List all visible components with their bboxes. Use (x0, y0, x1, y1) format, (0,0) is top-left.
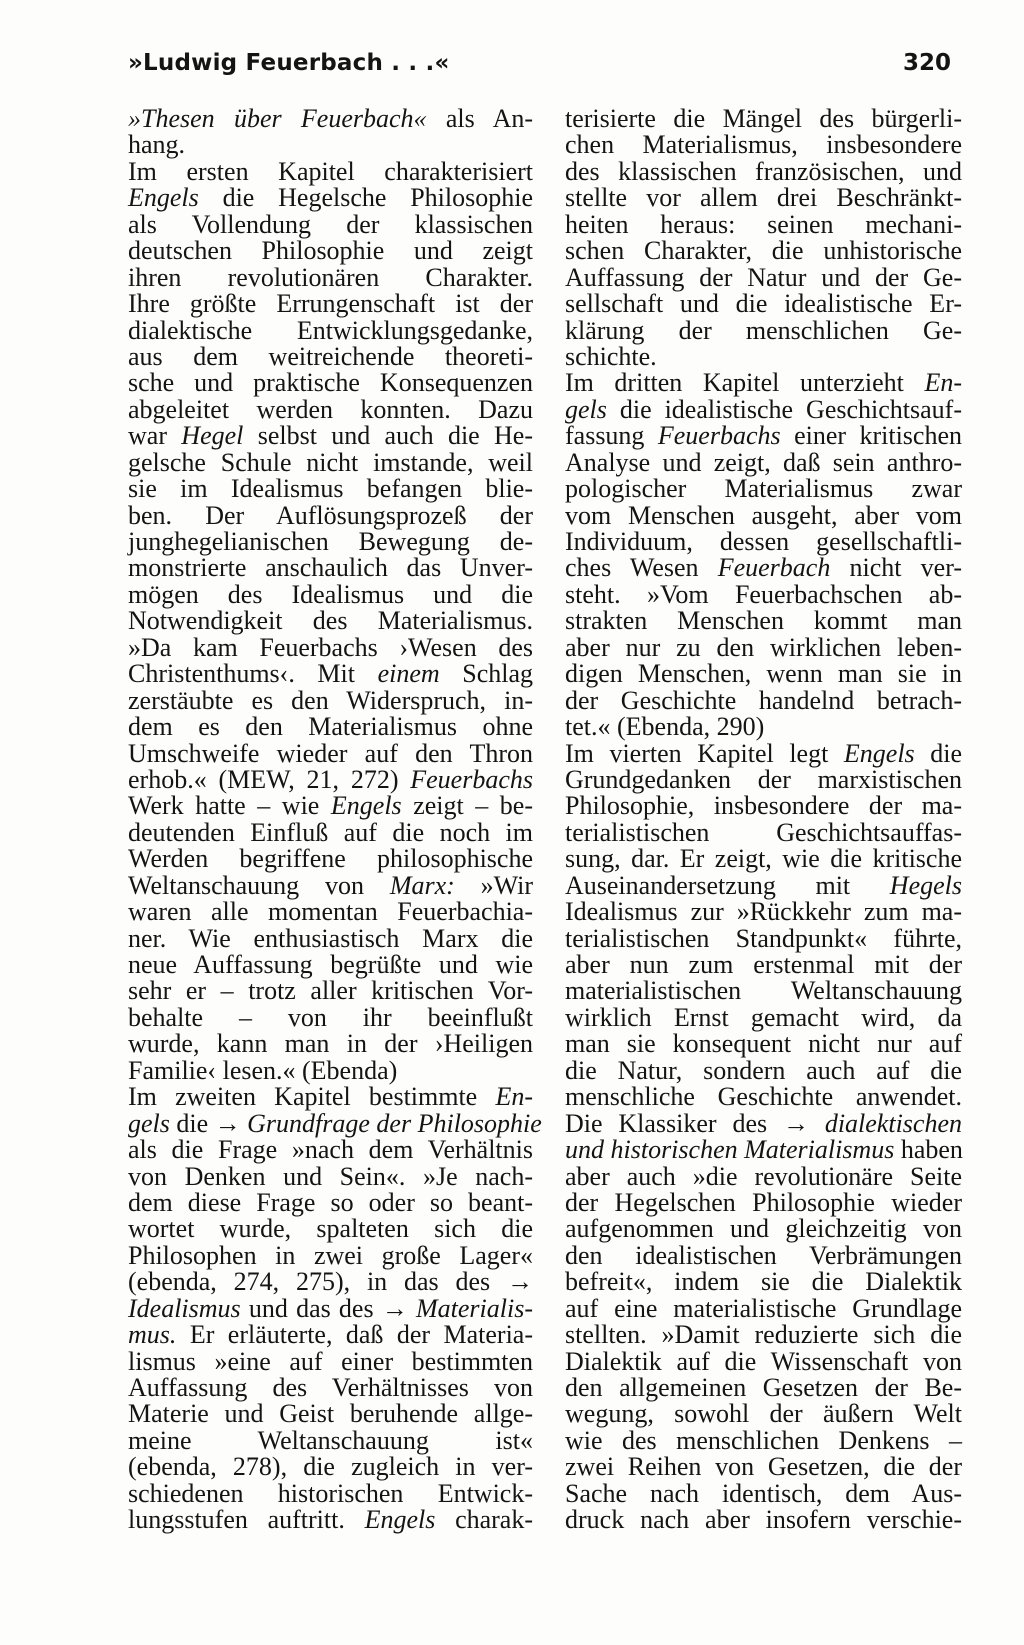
text-run: Im vierten Kapitel legt (565, 738, 844, 768)
text-run: Sache nach identisch, dem Aus- (565, 1478, 962, 1508)
text-line (565, 423, 962, 449)
text-run: man sie konsequent nicht nur auf (565, 1029, 962, 1059)
text-line (565, 341, 962, 371)
text-line (565, 476, 962, 502)
text-line (565, 315, 962, 345)
text-run: Materie und Geist beruhende allge- (128, 1399, 533, 1429)
text-run: terialistischen Standpunkt« führte, (565, 923, 962, 953)
text-line (128, 1375, 533, 1401)
text-line (128, 714, 533, 740)
text-run: Dialektik auf die Wissenschaft von (565, 1346, 962, 1376)
italic-term: Feuerbach (717, 553, 831, 583)
text-line (128, 394, 533, 424)
text-run: deutschen Philosophie und zeigt (128, 236, 533, 266)
text-line (565, 394, 962, 424)
text-run: stellten. »Damit reduzierte sich die (565, 1320, 962, 1350)
text-run: Er erläuterte, daß der Materia- (176, 1320, 533, 1350)
text-run: dem es den Materialismus ohne (128, 712, 533, 742)
text-run: der Geschichte handelnd betrach- (565, 685, 962, 715)
text-line (128, 846, 533, 872)
text-line (565, 1269, 962, 1295)
text-line (565, 1425, 962, 1455)
text-line (565, 209, 962, 239)
text-line (565, 156, 962, 186)
italic-term: Feuerbachs (410, 764, 533, 794)
text-run: zeigt – be- (401, 791, 533, 821)
text-run: Werden begriffene philosophische (128, 844, 533, 874)
text-run: neue Auffassung begrüßte und wie (128, 950, 533, 979)
text-line (128, 423, 533, 449)
text-line (565, 1108, 962, 1138)
text-line (128, 476, 533, 502)
text-run: wie des menschlichen Denkens – (565, 1425, 962, 1455)
text-line (565, 923, 962, 953)
text-line (565, 632, 962, 662)
text-line (565, 262, 962, 292)
text-line (128, 1161, 533, 1191)
text-line (128, 793, 533, 819)
text-run: dialektische Entwicklungsgedanke, (128, 315, 533, 345)
text-run: Christenthums‹. Mit (128, 659, 378, 689)
text-line (128, 1269, 533, 1295)
text-run: ben. Der Auflösungsprozeß der (128, 500, 533, 530)
italic-term: mus. (128, 1320, 177, 1350)
text-run: Die Klassiker des → (565, 1108, 825, 1138)
text-line (128, 1507, 533, 1533)
text-line (128, 1002, 533, 1032)
text-run: mögen des Idealismus und die (128, 579, 533, 609)
text-run: Philosophen in zwei große Lager« (128, 1240, 533, 1270)
text-line (565, 1346, 962, 1376)
text-run: ihren revolutionären Charakter. (128, 262, 533, 292)
text-line (128, 1425, 533, 1455)
text-line (565, 1216, 962, 1242)
text-run: Auseinandersetzung mit (565, 870, 890, 900)
text-run: stellte vor allem drei Beschränkt- (565, 183, 962, 213)
text-run: schen Charakter, die unhistorische (565, 236, 962, 266)
text-line (565, 764, 962, 794)
text-run: als die Frage »nach dem Verhältnis (128, 1135, 533, 1165)
text-run: Umschweife wieder auf den Thron (128, 738, 533, 768)
text-run: Philosophie, insbesondere der ma- (565, 791, 962, 821)
text-line (128, 1346, 533, 1376)
text-run: menschliche Geschichte anwendet. (565, 1082, 962, 1112)
text-run: hang. (128, 130, 186, 160)
text-line (565, 1401, 962, 1427)
text-run: selbst und auch die He- (243, 421, 533, 451)
text-run: als An- (426, 104, 533, 133)
italic-term: Engels (128, 183, 199, 213)
text-run: strakten Menschen kommt man (565, 606, 962, 636)
text-line (565, 1187, 962, 1217)
text-run: des klassischen französischen, und (565, 156, 962, 186)
text-line (565, 685, 962, 715)
text-run: befreit«, indem sie die Dialektik (565, 1267, 962, 1297)
italic-term: Materialis- (416, 1293, 533, 1323)
text-line (128, 500, 533, 530)
text-run: sung, dar. Er zeigt, wie die kritische (565, 844, 962, 874)
text-run: Werk hatte – wie (128, 791, 331, 821)
text-line (128, 899, 533, 925)
text-run: war (128, 421, 182, 451)
text-run: die idealistische Geschichtsauf- (606, 394, 962, 424)
text-line (128, 632, 533, 662)
text-line (128, 1055, 533, 1085)
text-run: Grundgedanken der marxistischen (565, 764, 962, 794)
text-line (128, 291, 533, 317)
text-line (565, 978, 962, 1004)
text-run: ches Wesen (565, 553, 718, 583)
text-run: schichte. (565, 341, 657, 371)
text-run: aufgenommen und gleichzeitig von (565, 1214, 962, 1244)
text-line (565, 1055, 962, 1085)
text-line (565, 1031, 962, 1057)
text-run: Im zweiten Kapitel bestimmte (128, 1082, 496, 1112)
text-run: Auffassung des Verhältnisses von (128, 1373, 533, 1402)
text-run: Im dritten Kapitel unterzieht (565, 368, 925, 398)
text-run: von Denken und Sein«. »Je nach- (128, 1161, 533, 1191)
text-line (128, 238, 533, 264)
text-run: abgeleitet werden konnten. Dazu (128, 394, 533, 424)
text-line (565, 952, 962, 978)
text-line (565, 608, 962, 634)
italic-term: Hegel (181, 421, 244, 451)
text-run: tet.« (Ebenda, 290) (565, 712, 765, 742)
text-line (128, 156, 533, 186)
text-line (128, 1137, 533, 1163)
text-line (128, 1031, 533, 1057)
text-line (128, 952, 533, 978)
text-line (565, 846, 962, 872)
text-line (128, 132, 533, 158)
text-line (128, 1293, 533, 1323)
text-line (565, 291, 962, 317)
text-run: Auffassung der Natur und der Ge- (565, 262, 962, 292)
text-run: aus dem weitreichende theoreti- (128, 341, 533, 371)
text-line (128, 529, 533, 555)
text-run: aber nur zu den wirklichen leben- (565, 632, 962, 662)
text-run: heiten heraus: seinen mechani- (565, 209, 962, 239)
text-run: »Da kam Feuerbachs ›Wesen des (128, 632, 533, 662)
text-run: erhob.« (MEW, 21, 272) (128, 764, 411, 794)
text-run: digen Menschen, wenn man sie in (565, 659, 962, 689)
text-line (565, 1002, 962, 1032)
text-line (128, 661, 533, 687)
text-run: druck nach aber insofern verschie- (565, 1505, 962, 1535)
text-run: die Hegelsche Philosophie (198, 183, 533, 213)
text-line (128, 315, 533, 345)
text-line (565, 370, 962, 396)
text-run: wegung, sowohl der äußern Welt (565, 1399, 962, 1429)
text-run: haben (894, 1135, 963, 1165)
text-run: und das des → (240, 1293, 416, 1323)
text-run: monstrierte anschaulich das Unver- (128, 553, 533, 583)
text-line (128, 1187, 533, 1217)
text-run: waren alle momentan Feuerbachia- (128, 897, 533, 927)
italic-term: und historischen Materialismus (565, 1135, 895, 1165)
text-run: klärung der menschlichen Ge- (565, 315, 962, 345)
text-run: wortet wurde, spalteten sich die (128, 1214, 533, 1244)
text-run: Analyse und zeigt, daß sein anthro- (565, 447, 962, 477)
italic-term: dialektischen (824, 1108, 962, 1138)
text-run: (ebenda, 274, 275), in das des → (128, 1267, 533, 1297)
text-run: steht. »Vom Feuerbachschen ab- (565, 579, 962, 609)
italic-term: En- (924, 368, 962, 398)
text-line (128, 579, 533, 609)
left-text-column (128, 104, 542, 1535)
text-run: »Wir (454, 870, 533, 900)
text-line (128, 923, 533, 953)
text-line (565, 1478, 962, 1508)
text-line (565, 793, 962, 819)
italic-term: gels (128, 1108, 170, 1138)
text-line (565, 1375, 962, 1401)
text-line (565, 185, 962, 211)
text-line (128, 447, 533, 477)
text-line (565, 1161, 962, 1191)
italic-term: einem (377, 659, 440, 689)
text-run: wirklich Ernst gemacht wird, da (565, 1002, 962, 1032)
text-line (128, 185, 533, 211)
text-run: die (914, 738, 962, 768)
text-run: charak- (435, 1505, 533, 1535)
text-line (565, 1507, 962, 1533)
right-text-column (565, 106, 962, 1534)
text-run: wurde, kann man in der ›Heiligen (128, 1029, 533, 1059)
italic-term: Grundfrage der Philosophie (247, 1108, 542, 1138)
text-line (128, 685, 533, 715)
text-run: als Vollendung der klassischen (128, 209, 533, 239)
text-line (128, 608, 533, 634)
page-number: 320 (903, 50, 952, 76)
text-line (128, 870, 533, 900)
text-run: Schlag (439, 659, 533, 689)
text-line (565, 870, 962, 900)
text-line (128, 106, 533, 132)
text-run: (ebenda, 278), die zugleich in ver- (128, 1452, 533, 1482)
text-line (565, 817, 962, 847)
text-line (565, 1322, 962, 1348)
text-line (565, 106, 962, 132)
text-line (128, 1216, 533, 1242)
italic-term: Engels (364, 1505, 436, 1535)
italic-term: Idealismus (128, 1293, 241, 1323)
italic-term: Feuerbachs (657, 421, 781, 451)
text-run: pologischer Materialismus zwar (565, 474, 962, 504)
text-run: den allgemeinen Gesetzen der Be- (565, 1373, 962, 1402)
text-line (128, 370, 533, 396)
text-run: vom Menschen ausgeht, aber vom (565, 500, 962, 530)
text-run: Ihre größte Errungenschaft ist der (128, 289, 533, 319)
text-run: sellschaft und die idealistische Er- (565, 289, 962, 319)
text-run: Weltanschauung von (128, 870, 390, 900)
italic-term: gels (565, 394, 607, 424)
text-line (128, 262, 533, 292)
text-line (565, 579, 962, 609)
text-line (565, 661, 962, 687)
text-run: Notwendigkeit des Materialismus. (128, 606, 533, 636)
text-run: nicht ver- (830, 553, 962, 583)
text-line (565, 899, 962, 925)
text-run: ner. Wie enthusiastisch Marx die (128, 923, 533, 953)
italic-term: Hegels (889, 870, 962, 900)
text-run: Im ersten Kapitel charakterisiert (128, 156, 533, 186)
text-line (128, 1478, 533, 1508)
italic-term: »Thesen über Feuerbach« (128, 104, 427, 133)
text-run: behalte – von ihr beeinflußt (128, 1002, 533, 1032)
text-run: aber nun zum erstenmal mit der (565, 950, 962, 979)
italic-term: Engels (330, 791, 402, 821)
text-line (565, 132, 962, 158)
text-run: Idealismus zur »Rückkehr zum ma- (565, 897, 962, 927)
text-line (128, 1454, 533, 1480)
text-run: dem diese Frage so oder so beant- (128, 1187, 533, 1217)
text-run: der Hegelschen Philosophie wieder (565, 1187, 962, 1217)
text-run: terialistischen Geschichtsauffas- (565, 817, 962, 847)
text-run: Individuum, dessen gesellschaftli- (565, 527, 962, 556)
text-run: lungsstufen auftritt. (128, 1505, 365, 1535)
text-run: sche und praktische Konsequenzen (128, 368, 533, 398)
text-line (128, 1240, 533, 1270)
text-run: chen Materialismus, insbesondere (565, 130, 962, 160)
text-run: schiedenen historischen Entwick- (128, 1478, 533, 1508)
text-line (565, 500, 962, 530)
text-run: aber auch »die revolutionäre Seite (565, 1161, 962, 1191)
text-line (128, 209, 533, 239)
text-line (128, 1401, 533, 1427)
text-line (128, 817, 533, 847)
text-run: zwei Reihen von Gesetzen, die der (565, 1452, 962, 1482)
text-line (565, 738, 962, 768)
text-run: lismus »eine auf einer bestimmten (128, 1346, 533, 1376)
text-line (128, 738, 533, 768)
text-run: fassung (565, 421, 658, 451)
text-line (565, 1293, 962, 1323)
text-run: junghegelianischen Bewegung de- (128, 527, 533, 556)
text-line (128, 1108, 542, 1138)
text-line (128, 1322, 533, 1348)
text-line (565, 555, 962, 581)
text-run: einer kritischen (780, 421, 962, 451)
text-run: zerstäubte es den Widerspruch, in- (128, 685, 533, 715)
text-run: meine Weltanschauung ist« (128, 1425, 533, 1455)
text-run: die → (169, 1108, 248, 1138)
italic-term: Engels (843, 738, 915, 768)
text-line (128, 555, 533, 581)
text-line (565, 1454, 962, 1480)
text-line (565, 238, 962, 264)
text-run: den idealistischen Verbrämungen (565, 1240, 962, 1270)
text-line (565, 447, 962, 477)
italic-term: En- (495, 1082, 533, 1112)
text-run: Familie‹ lesen.« (Ebenda) (128, 1055, 398, 1085)
text-run: gelsche Schule nicht imstande, weil (128, 447, 533, 477)
text-run: auf eine materialistische Grundlage (565, 1293, 962, 1323)
text-line (128, 978, 533, 1004)
text-run: terisierte die Mängel des bürgerli- (565, 104, 962, 133)
text-line (565, 529, 962, 555)
text-run: sehr er – trotz aller kritischen Vor- (128, 976, 533, 1006)
text-line (565, 1240, 962, 1270)
text-line (565, 1137, 962, 1163)
italic-term: Marx: (389, 870, 455, 900)
text-line (128, 1084, 533, 1110)
text-run: deutenden Einfluß auf die noch im (128, 817, 533, 847)
text-line (128, 764, 533, 794)
text-line (565, 1084, 962, 1110)
text-line (565, 714, 962, 740)
text-run: sie im Idealismus befangen blie- (128, 474, 533, 504)
text-run: die Natur, sondern auch auf die (565, 1055, 962, 1085)
text-run: materialistischen Weltanschauung (565, 976, 962, 1006)
text-line (128, 341, 533, 371)
running-title: »Ludwig Feuerbach . . .« (128, 50, 450, 76)
